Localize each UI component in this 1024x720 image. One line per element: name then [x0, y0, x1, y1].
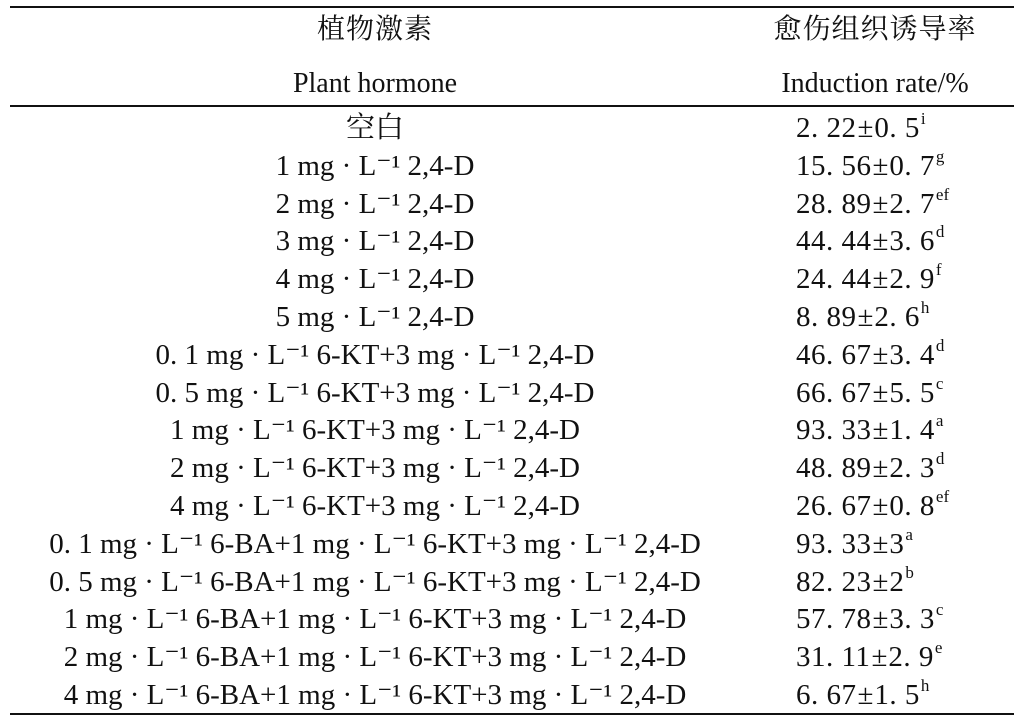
plus-minus-glyph: ±	[857, 300, 874, 333]
rate-mean: 28. 89	[796, 187, 872, 220]
table-row	[0, 677, 1024, 715]
significance-letter: a	[935, 411, 944, 431]
table-row	[0, 337, 1024, 375]
rate-mean: 66. 67	[796, 376, 872, 409]
rate-cell	[796, 109, 926, 144]
hormone-cell: 2 mg · L⁻¹ 6-BA+1 mg · L⁻¹ 6-KT+3 mg · L⁻¹ 2,4-D	[63, 641, 687, 674]
rate-mean: 93. 33	[796, 414, 872, 447]
rate-cell	[796, 562, 914, 598]
rate-sd: 2	[889, 565, 905, 598]
hormone-cell: 2 mg · L⁻¹ 6-KT+3 mg · L⁻¹ 2,4-D	[170, 452, 580, 485]
rate-mean: 8. 89	[796, 300, 857, 333]
table-row	[0, 526, 1024, 564]
hormone-cell: 1 mg · L⁻¹ 2,4-D	[275, 149, 475, 182]
rate-sd: 2. 9	[888, 641, 934, 674]
plus-minus-glyph: ±	[872, 565, 889, 598]
table-row	[0, 148, 1024, 186]
rate-cell	[796, 675, 930, 711]
hormone-cell: 2 mg · L⁻¹ 2,4-D	[275, 187, 475, 220]
hormone-cell: 1 mg · L⁻¹ 6-KT+3 mg · L⁻¹ 2,4-D	[170, 414, 580, 447]
rate-cell	[796, 524, 913, 560]
rate-cell	[796, 449, 945, 485]
rate-cell	[796, 297, 930, 333]
rate-mean: 82. 23	[796, 565, 872, 598]
header-rate-en: Induction rate/%	[781, 68, 969, 99]
table-row	[0, 299, 1024, 337]
rate-cell	[796, 146, 945, 182]
table-row	[0, 186, 1024, 224]
hormone-cell: 0. 5 mg · L⁻¹ 6-KT+3 mg · L⁻¹ 2,4-D	[155, 376, 595, 409]
significance-letter: c	[935, 600, 944, 620]
table-body	[0, 110, 1024, 715]
hormone-cell: 5 mg · L⁻¹ 2,4-D	[275, 300, 475, 333]
rate-mean: 15. 56	[796, 149, 872, 182]
table-row	[0, 223, 1024, 261]
rate-mean: 48. 89	[796, 452, 872, 485]
table-bottom-rule	[10, 713, 1014, 715]
significance-letter: g	[935, 146, 945, 166]
rate-mean: 44. 44	[796, 225, 872, 258]
rate-mean: 46. 67	[796, 338, 872, 371]
rate-cell	[796, 486, 950, 522]
significance-letter: d	[935, 222, 945, 242]
plus-minus-glyph: ±	[872, 414, 889, 447]
significance-letter: d	[935, 449, 945, 469]
plus-minus-glyph: ±	[857, 678, 874, 711]
table-row	[0, 412, 1024, 450]
plus-minus-glyph: ±	[857, 112, 874, 144]
rate-sd: 3. 4	[889, 338, 935, 371]
rate-sd: 3. 3	[889, 603, 935, 636]
rate-sd: 0. 7	[889, 149, 935, 182]
rate-sd: 3. 6	[889, 225, 935, 258]
rate-sd: 0. 5	[874, 112, 920, 144]
significance-letter: h	[920, 297, 930, 317]
rate-sd: 2. 7	[889, 187, 935, 220]
rate-cell	[796, 260, 942, 296]
table-row	[0, 110, 1024, 148]
significance-letter: e	[934, 638, 943, 658]
significance-letter: ef	[935, 184, 950, 204]
rate-mean: 26. 67	[796, 489, 872, 522]
plus-minus-glyph: ±	[872, 452, 889, 485]
significance-letter: c	[935, 373, 944, 393]
rate-sd: 0. 8	[889, 489, 935, 522]
plus-minus-glyph: ±	[872, 338, 889, 371]
rate-sd: 5. 5	[889, 376, 935, 409]
plus-minus-glyph: ±	[872, 225, 889, 258]
hormone-cell: 0. 5 mg · L⁻¹ 6-BA+1 mg · L⁻¹ 6-KT+3 mg · L⁻¹ 2,4-D	[49, 565, 701, 598]
hormone-cell: 0. 1 mg · L⁻¹ 6-KT+3 mg · L⁻¹ 2,4-D	[155, 338, 595, 371]
significance-letter: f	[935, 260, 942, 280]
table-row	[0, 261, 1024, 299]
rate-sd: 2. 3	[889, 452, 935, 485]
rate-sd: 3	[889, 527, 905, 560]
plus-minus-glyph: ±	[871, 641, 888, 674]
rate-sd: 2. 6	[874, 300, 920, 333]
header-hormone-zh: 植物激素	[316, 14, 433, 45]
table-row	[0, 488, 1024, 526]
plus-minus-glyph: ±	[872, 376, 889, 409]
plus-minus-glyph: ±	[872, 149, 889, 182]
rate-sd: 1. 5	[874, 678, 920, 711]
table-header-rule	[10, 105, 1014, 107]
plus-minus-glyph: ±	[872, 187, 889, 220]
plus-minus-glyph: ±	[872, 603, 889, 636]
hormone-cell: 空白	[345, 112, 404, 144]
table-row	[0, 564, 1024, 602]
significance-letter: ef	[935, 486, 950, 506]
plus-minus-glyph: ±	[872, 489, 889, 522]
hormone-cell: 0. 1 mg · L⁻¹ 6-BA+1 mg · L⁻¹ 6-KT+3 mg · L⁻¹ 2,4-D	[49, 527, 701, 560]
header-hormone-en: Plant hormone	[292, 68, 458, 99]
rate-cell	[796, 222, 945, 258]
plus-minus-glyph: ±	[872, 527, 889, 560]
plus-minus-glyph: ±	[872, 263, 889, 296]
table-row	[0, 375, 1024, 413]
rate-mean: 2. 22	[796, 112, 857, 144]
table-row	[0, 639, 1024, 677]
significance-letter: h	[920, 675, 930, 695]
rate-sd: 2. 9	[889, 263, 935, 296]
table-row	[0, 450, 1024, 488]
rate-mean: 93. 33	[796, 527, 872, 560]
rate-cell	[796, 335, 945, 371]
hormone-cell: 4 mg · L⁻¹ 2,4-D	[275, 263, 475, 296]
header-rate-zh: 愈伤组织诱导率	[773, 14, 977, 45]
rate-mean: 31. 11	[796, 641, 871, 674]
rate-sd: 1. 4	[889, 414, 935, 447]
rate-mean: 57. 78	[796, 603, 872, 636]
hormone-cell: 4 mg · L⁻¹ 6-BA+1 mg · L⁻¹ 6-KT+3 mg · L⁻¹ 2,4-D	[63, 678, 687, 711]
hormone-cell: 3 mg · L⁻¹ 2,4-D	[275, 225, 475, 258]
significance-letter: a	[905, 524, 913, 544]
rate-cell	[796, 411, 944, 447]
rate-cell	[796, 184, 950, 220]
significance-letter: d	[935, 335, 945, 355]
table-top-rule	[10, 6, 1014, 8]
rate-cell	[796, 373, 944, 409]
rate-mean: 6. 67	[796, 678, 857, 711]
significance-letter: b	[905, 562, 914, 582]
table-row	[0, 601, 1024, 639]
rate-cell	[796, 638, 943, 674]
significance-letter: i	[920, 109, 926, 128]
hormone-cell: 1 mg · L⁻¹ 6-BA+1 mg · L⁻¹ 6-KT+3 mg · L⁻¹ 2,4-D	[63, 603, 687, 636]
hormone-cell: 4 mg · L⁻¹ 6-KT+3 mg · L⁻¹ 2,4-D	[170, 489, 580, 522]
rate-cell	[796, 600, 944, 636]
rate-mean: 24. 44	[796, 263, 872, 296]
